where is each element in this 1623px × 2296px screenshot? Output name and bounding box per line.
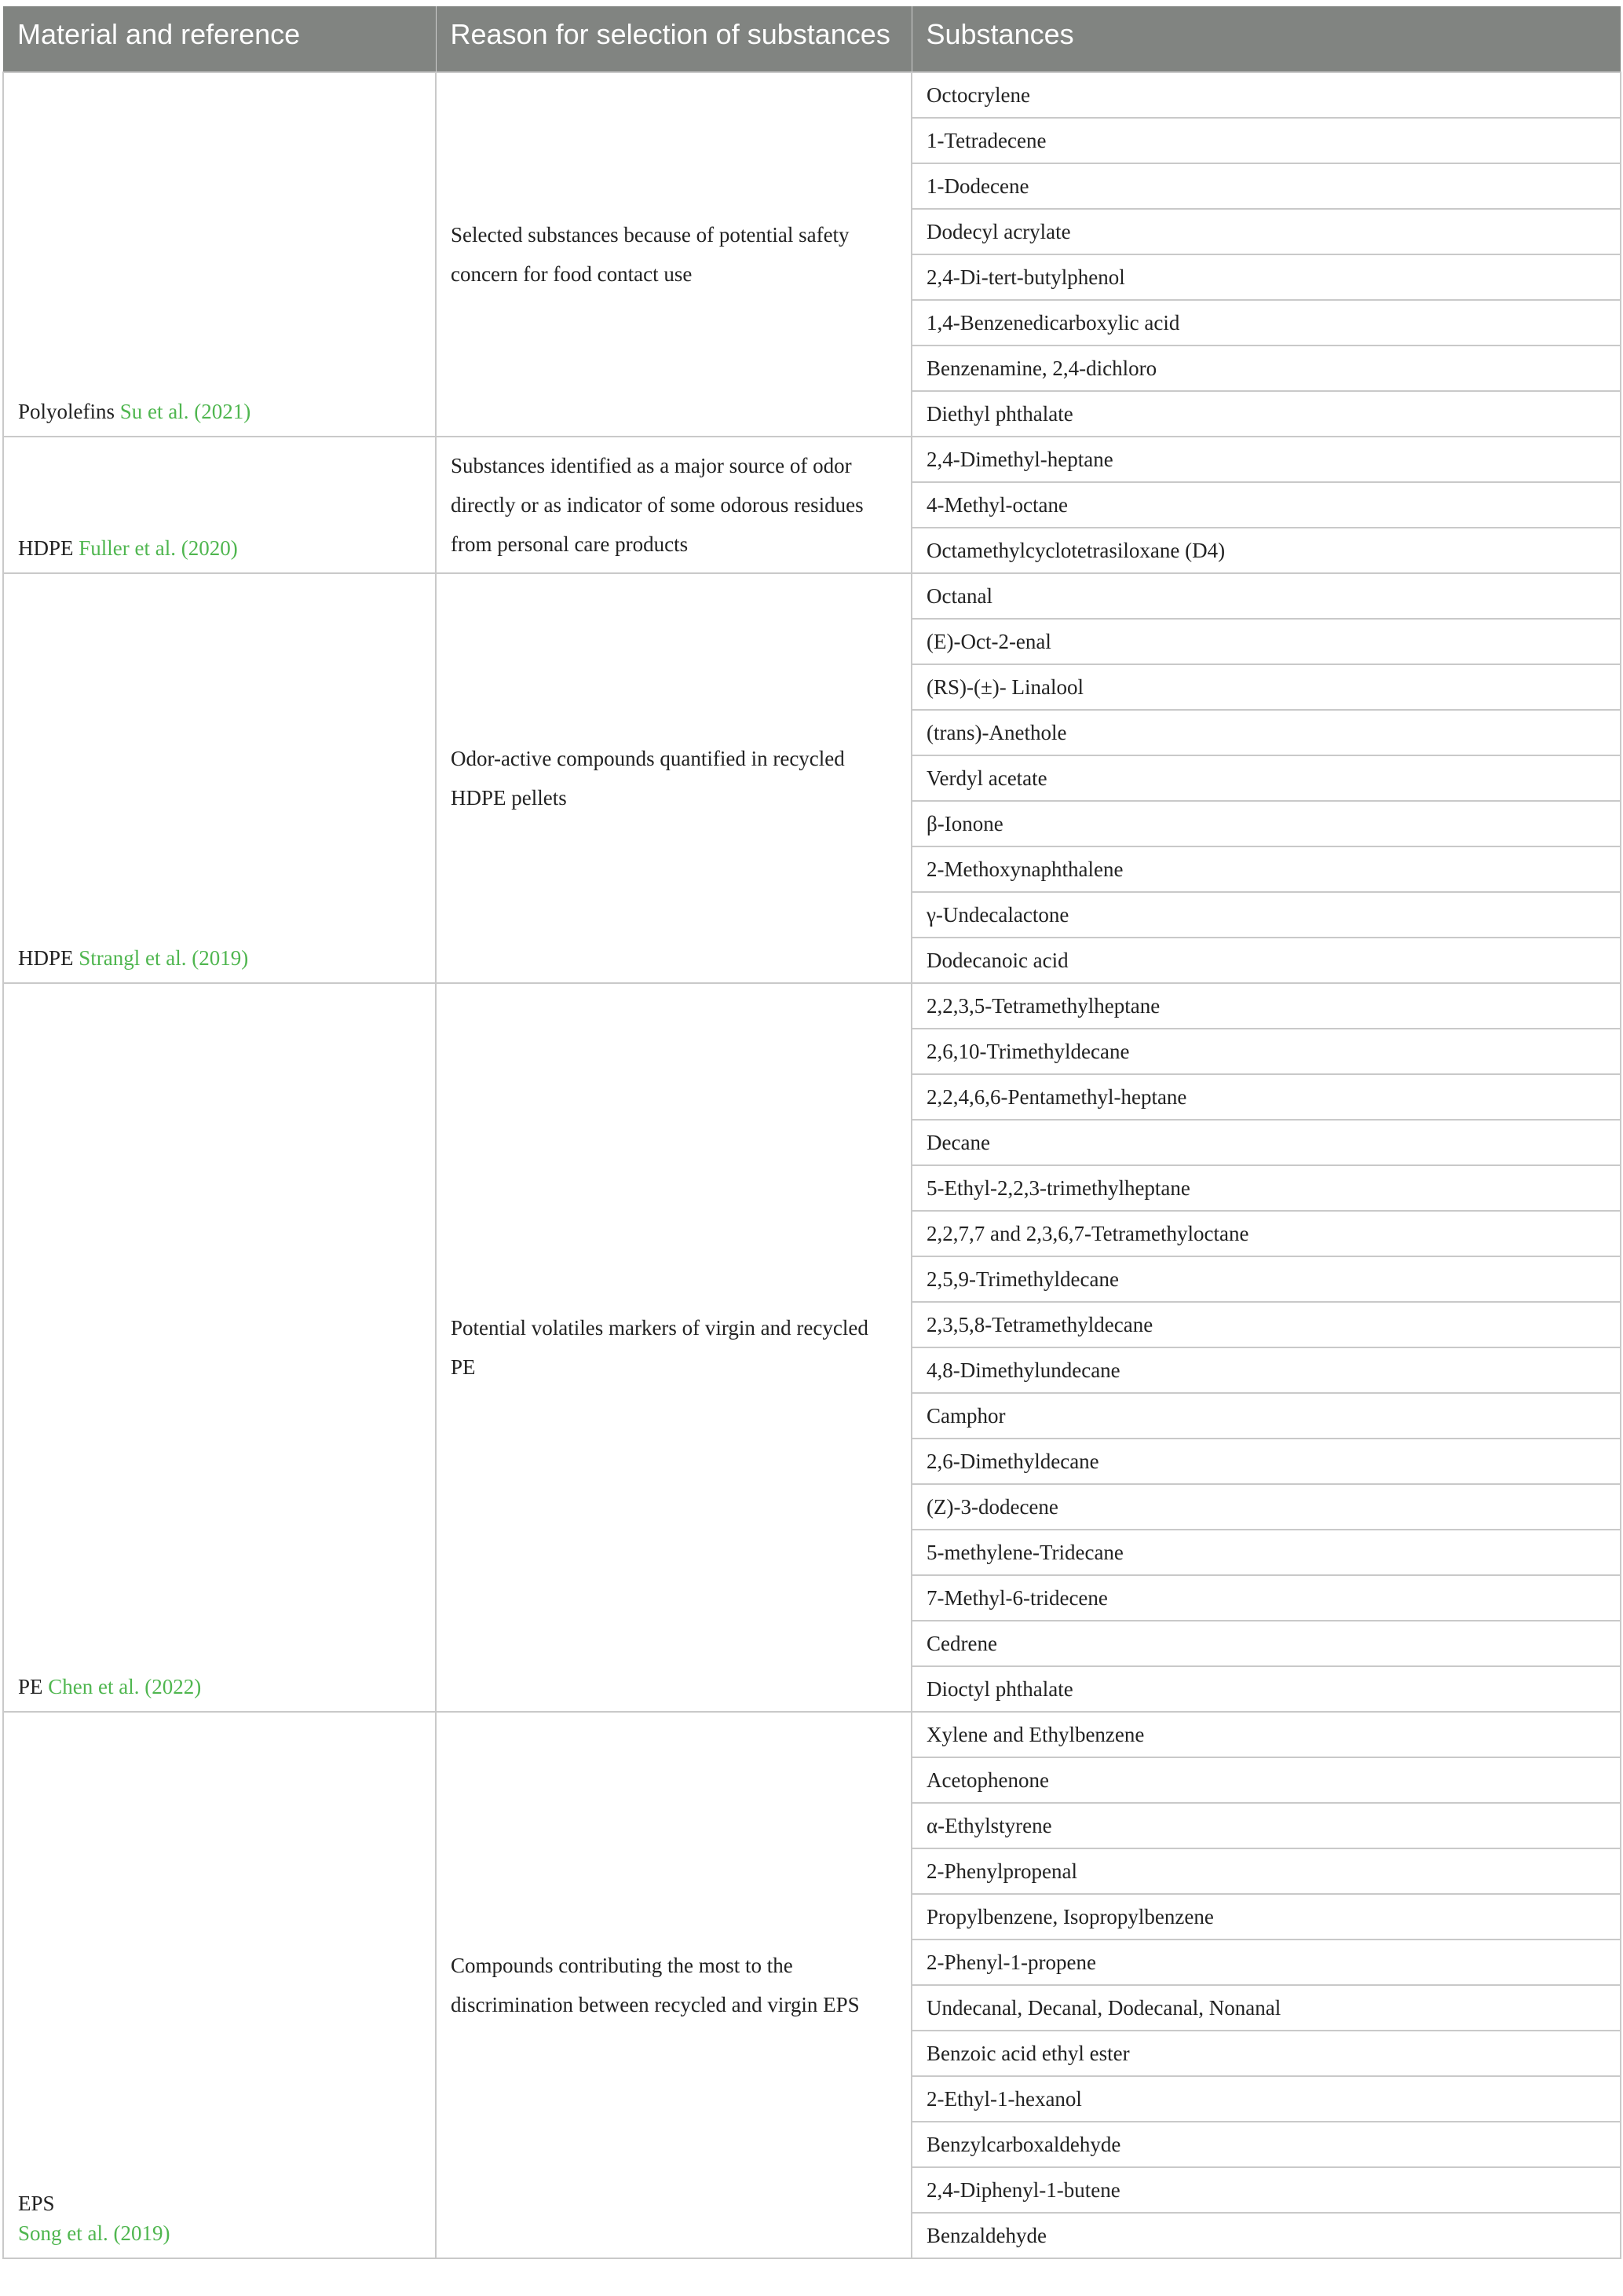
material-name: Polyolefins [18, 400, 115, 423]
material-reference-cell [3, 983, 436, 1712]
substance-cell: Dodecyl acrylate [912, 209, 1621, 254]
substance-cell: Benzenamine, 2,4-dichloro [912, 345, 1621, 391]
reference-link[interactable]: Fuller et al. (2020) [79, 536, 238, 560]
substance-cell: Octanal [912, 573, 1621, 619]
substance-cell: 2,4-Diphenyl-1-butene [912, 2167, 1621, 2213]
substance-cell: 5-Ethyl-2,2,3-trimethylheptane [912, 1165, 1621, 1211]
substance-cell: Camphor [912, 1393, 1621, 1439]
substance-cell: β-Ionone [912, 801, 1621, 846]
table-row [3, 573, 1621, 619]
substance-cell: 2,6-Dimethyldecane [912, 1439, 1621, 1484]
substance-cell: 2-Ethyl-1-hexanol [912, 2076, 1621, 2122]
header-reason: Reason for selection of substances [436, 6, 912, 72]
reference-link[interactable]: Su et al. (2021) [119, 400, 251, 423]
substance-cell: 1,4-Benzenedicarboxylic acid [912, 300, 1621, 345]
reason-cell: Compounds contributing the most to the discrimination between recycled and virgin EPS [436, 1712, 912, 2258]
table-row [3, 1712, 1621, 1757]
substance-cell: α-Ethylstyrene [912, 1803, 1621, 1848]
substance-cell: 2,2,3,5-Tetramethylheptane [912, 983, 1621, 1029]
substance-cell: Benzylcarboxaldehyde [912, 2122, 1621, 2167]
substance-cell: 1-Dodecene [912, 163, 1621, 209]
header-material: Material and reference [3, 6, 436, 72]
substance-cell: 2,4-Dimethyl-heptane [912, 437, 1621, 482]
header-substances: Substances [912, 6, 1621, 72]
substance-cell: Undecanal, Decanal, Dodecanal, Nonanal [912, 1985, 1621, 2031]
table-body [3, 72, 1621, 2258]
substance-cell: 2,2,4,6,6-Pentamethyl-heptane [912, 1074, 1621, 1120]
substance-cell: 2,5,9-Trimethyldecane [912, 1256, 1621, 1302]
substance-cell: 2-Methoxynaphthalene [912, 846, 1621, 892]
substance-cell: 2-Phenylpropenal [912, 1848, 1621, 1894]
substance-cell: 4-Methyl-octane [912, 482, 1621, 528]
material-reference-cell [3, 573, 436, 983]
header-row [3, 6, 1621, 72]
substance-cell: 1-Tetradecene [912, 118, 1621, 163]
table-row [3, 437, 1621, 482]
table-row [3, 983, 1621, 1029]
substance-cell: Decane [912, 1120, 1621, 1165]
reason-cell: Substances identified as a major source of odor directly or as indicator of some odorous residues from personal care products [436, 437, 912, 573]
substance-cell: Diethyl phthalate [912, 391, 1621, 437]
substance-cell: Verdyl acetate [912, 755, 1621, 801]
material-reference-cell [3, 72, 436, 437]
substance-cell: Octamethylcyclotetrasiloxane (D4) [912, 528, 1621, 573]
substance-cell: (Z)-3-dodecene [912, 1484, 1621, 1530]
substance-cell: 2,2,7,7 and 2,3,6,7-Tetramethyloctane [912, 1211, 1621, 1256]
substance-cell: 2,4-Di-tert-butylphenol [912, 254, 1621, 300]
material-reference-cell [3, 1712, 436, 2258]
substance-cell: (E)-Oct-2-enal [912, 619, 1621, 664]
reason-cell: Selected substances because of potential safety concern for food contact use [436, 72, 912, 437]
reference-link[interactable]: Chen et al. (2022) [48, 1675, 202, 1698]
reference-link[interactable]: Song et al. (2019) [18, 2221, 170, 2245]
substance-cell: Octocrylene [912, 72, 1621, 118]
substance-cell: 2,3,5,8-Tetramethyldecane [912, 1302, 1621, 1347]
substance-cell: 2,6,10-Trimethyldecane [912, 1029, 1621, 1074]
substance-cell: Acetophenone [912, 1757, 1621, 1803]
material-name: HDPE [18, 536, 74, 560]
substance-cell: (RS)-(±)- Linalool [912, 664, 1621, 710]
substance-cell: Propylbenzene, Isopropylbenzene [912, 1894, 1621, 1940]
material-reference-cell [3, 437, 436, 573]
material-name: EPS [18, 2192, 55, 2215]
substance-cell: 4,8-Dimethylundecane [912, 1347, 1621, 1393]
reference-link[interactable]: Strangl et al. (2019) [79, 946, 249, 970]
substance-cell: γ-Undecalactone [912, 892, 1621, 938]
substance-cell: 5-methylene-Tridecane [912, 1530, 1621, 1575]
substance-cell: Dioctyl phthalate [912, 1666, 1621, 1712]
substance-cell: 7-Methyl-6-tridecene [912, 1575, 1621, 1621]
material-name: PE [18, 1675, 43, 1698]
substance-cell: Benzoic acid ethyl ester [912, 2031, 1621, 2076]
reason-cell: Potential volatiles markers of virgin and recycled PE [436, 983, 912, 1712]
substance-cell: (trans)-Anethole [912, 710, 1621, 755]
substance-cell: 2-Phenyl-1-propene [912, 1940, 1621, 1985]
substances-table [2, 6, 1621, 2259]
material-name: HDPE [18, 946, 74, 970]
reason-cell: Odor-active compounds quantified in recycled HDPE pellets [436, 573, 912, 983]
substance-cell: Dodecanoic acid [912, 938, 1621, 983]
substance-cell: Benzaldehyde [912, 2213, 1621, 2258]
substance-cell: Cedrene [912, 1621, 1621, 1666]
table-row [3, 72, 1621, 118]
substance-cell: Xylene and Ethylbenzene [912, 1712, 1621, 1757]
